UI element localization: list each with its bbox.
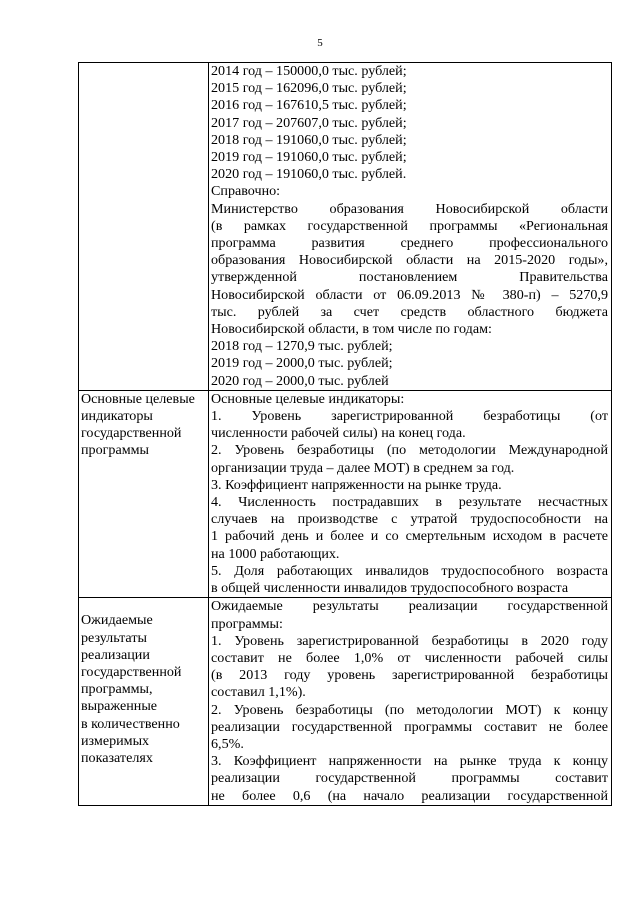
result-line: 1. Уровень зарегистрированной безработицы в 2020 году [211, 632, 608, 649]
funding-year-line: 2017 год – 207607,0 тыс. рублей; [211, 114, 407, 131]
indicator-line: 1 рабочий день и более и со смертельным исходом в расчете [211, 528, 608, 545]
indicator-line: 4. Численность пострадавших в результате несчастных [211, 494, 608, 511]
indicator-line: организации труда – далее МОТ) в среднем за год. [211, 459, 515, 476]
results-label-line: Ожидаемые [81, 612, 153, 629]
result-line: 6,5%. [211, 735, 244, 752]
reference-year-line: 2018 год – 1270,9 тыс. рублей; [211, 338, 393, 355]
reference-text-line: Новосибирской области, в том числе по годам: [211, 321, 492, 338]
indicator-line: в общей численности инвалидов трудоспособного возраста [211, 580, 569, 597]
indicator-line: 5. Доля работающих инвалидов трудоспособного возраста [211, 562, 608, 579]
funding-year-line: 2014 год – 150000,0 тыс. рублей; [211, 63, 407, 79]
reference-text-line: (в рамках государственной программы «Региональная [211, 217, 608, 234]
reference-text-line: Министерство образования Новосибирской области [211, 200, 608, 217]
indicators-label-line: программы [81, 442, 150, 459]
table-row-indicators [79, 390, 612, 597]
result-line: (в 2013 году уровень зарегистрированной безработицы [211, 667, 608, 684]
results-content-cell [209, 598, 612, 805]
result-line: 2. Уровень безработицы (по методологии МОТ) к концу [211, 701, 608, 718]
indicators-label-line: индикаторы [81, 408, 153, 425]
result-line: не более 0,6 (на начало реализации государственной [211, 787, 608, 804]
results-label-line: программы, [81, 681, 153, 698]
funding-year-line: 2018 год – 191060,0 тыс. рублей; [211, 131, 407, 148]
reference-year-line: 2020 год – 2000,0 тыс. рублей [211, 372, 389, 389]
table-row-results [79, 598, 612, 805]
indicator-line: на 1000 работающих. [211, 545, 340, 562]
indicators-label-cell [79, 390, 209, 597]
result-line: реализации государственной программы составит [211, 770, 608, 787]
result-line: Ожидаемые результаты реализации государственной [211, 598, 608, 615]
funding-content-cell [209, 63, 612, 391]
results-label-line: показателях [81, 749, 153, 766]
result-line: составит не более 1,0% от численности рабочей силы [211, 649, 608, 666]
indicator-line: 1. Уровень зарегистрированной безработицы (от [211, 408, 608, 425]
results-label-line: измеримых [81, 732, 150, 749]
reference-text-line: образования Новосибирской области на 2015-2020 годы», [211, 252, 608, 269]
result-line: реализации государственной программы составит не более [211, 718, 608, 735]
passport-table [78, 62, 612, 806]
funding-year-line: 2019 год – 191060,0 тыс. рублей; [211, 149, 407, 166]
indicators-content-cell [209, 390, 612, 597]
reference-label: Справочно: [211, 183, 281, 200]
indicator-line: случаев на производстве с утратой трудоспособности на [211, 511, 608, 528]
results-label-line: реализации [81, 646, 150, 663]
reference-text-line: Новосибирской области от 06.09.2013 № 380-п) – 5270,9 [211, 286, 608, 303]
results-label-line: государственной [81, 663, 182, 680]
indicators-label-line: государственной [81, 425, 182, 442]
result-line: 3. Коэффициент напряженности на рынке труда к концу [211, 753, 608, 770]
reference-text-line: тыс. рублей за счет средств областного бюджета [211, 303, 608, 320]
reference-text-line: программа развития среднего профессионального [211, 235, 608, 252]
results-label-cell [79, 598, 209, 805]
reference-text-line: утвержденной постановлением Правительства [211, 269, 608, 286]
result-line: программы: [211, 615, 283, 632]
reference-year-line: 2019 год – 2000,0 тыс. рублей; [211, 355, 393, 372]
indicator-line: 2. Уровень безработицы (по методологии Международной [211, 442, 608, 459]
indicators-heading: Основные целевые индикаторы: [211, 390, 405, 407]
indicators-label-line: Основные целевые [81, 390, 195, 407]
results-label-line: результаты [81, 629, 147, 646]
funding-year-line: 2020 год – 191060,0 тыс. рублей. [211, 166, 407, 183]
funding-year-line: 2016 год – 167610,5 тыс. рублей; [211, 97, 407, 114]
result-line: составил 1,1%). [211, 684, 306, 701]
page-number: 5 [317, 37, 323, 49]
table-row-funding [79, 63, 612, 391]
funding-label-cell [79, 63, 209, 391]
results-label-line: в количественно [81, 715, 180, 732]
indicator-line: 3. Коэффициент напряженности на рынке труда. [211, 476, 502, 493]
funding-year-line: 2015 год – 162096,0 тыс. рублей; [211, 80, 407, 97]
results-label-line: выраженные [81, 698, 158, 715]
indicator-line: численности рабочей силы) на конец года. [211, 425, 466, 442]
